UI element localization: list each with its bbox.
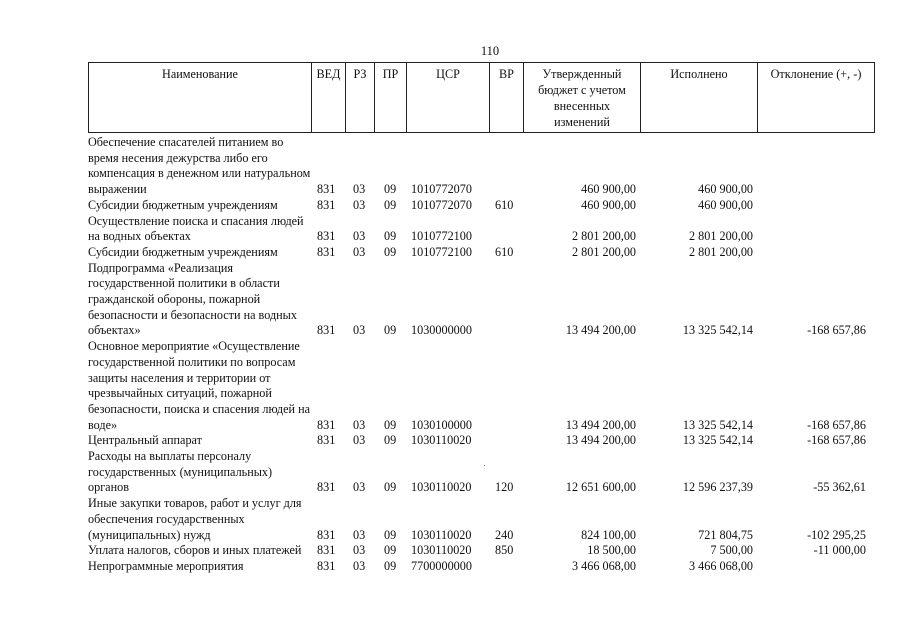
row-deviation: -55 362,61 (813, 480, 866, 495)
row-pr: 09 (384, 197, 397, 212)
table-row (88, 496, 878, 543)
row-rz: 03 (353, 527, 366, 542)
table-row (88, 433, 878, 449)
row-rz: 03 (353, 558, 366, 573)
scan-speck (484, 465, 485, 466)
row-ved: 831 (317, 558, 336, 573)
row-executed: 721 804,75 (698, 527, 753, 542)
row-name: Осуществление поиска и спасания людей на водных объектах (88, 213, 304, 244)
row-name: Иные закупки товаров, работ и услуг для обеспечения государственных (муниципальных) нужд (88, 496, 302, 542)
row-vr: 120 (495, 480, 514, 495)
header-rz: РЗ (346, 63, 375, 133)
row-csr: 1010772070 (411, 182, 472, 197)
table-body (88, 135, 878, 575)
row-ved: 831 (317, 527, 336, 542)
table-row (88, 135, 878, 198)
row-name: Субсидии бюджетным учреждениям (88, 244, 278, 259)
header-pr: ПР (375, 63, 407, 133)
table-row (88, 559, 878, 575)
header-name: Наименование (89, 63, 312, 133)
row-rz: 03 (353, 417, 366, 432)
row-pr: 09 (384, 229, 397, 244)
row-name: Субсидии бюджетным учреждениям (88, 197, 278, 212)
row-pr: 09 (384, 182, 397, 197)
row-ved: 831 (317, 543, 336, 558)
row-rz: 03 (353, 433, 366, 448)
row-name: Центральный аппарат (88, 433, 202, 448)
row-name: Основное мероприятие «Осуществление государственной политики по вопросам защиты населения и территории от чрезвычайных ситуаций, пожарной безопасности, поиска и спасения людей на воде» (88, 339, 311, 432)
row-vr: 850 (495, 543, 514, 558)
row-csr: 7700000000 (411, 558, 472, 573)
row-budget: 2 801 200,00 (572, 244, 636, 259)
table-row (88, 261, 878, 340)
header-budget: Утвержденный бюджет с учетом внесенных изменений (524, 63, 641, 133)
row-ved: 831 (317, 480, 336, 495)
row-rz: 03 (353, 244, 366, 259)
table-row (88, 339, 878, 433)
row-rz: 03 (353, 323, 366, 338)
row-ved: 831 (317, 323, 336, 338)
row-deviation: -168 657,86 (807, 433, 866, 448)
row-pr: 09 (384, 480, 397, 495)
row-rz: 03 (353, 229, 366, 244)
row-rz: 03 (353, 197, 366, 212)
row-executed: 13 325 542,14 (682, 433, 753, 448)
row-csr: 1030110020 (411, 527, 472, 542)
row-csr: 1010772100 (411, 229, 472, 244)
row-csr: 1030000000 (411, 323, 472, 338)
row-deviation: -11 000,00 (813, 543, 866, 558)
row-name: Расходы на выплаты персоналу государственных (муниципальных) органов (88, 449, 273, 495)
header-ved: ВЕД (312, 63, 346, 133)
row-vr: 610 (495, 244, 514, 259)
row-executed: 2 801 200,00 (689, 244, 753, 259)
row-budget: 460 900,00 (581, 197, 636, 212)
row-pr: 09 (384, 558, 397, 573)
row-vr: 610 (495, 197, 514, 212)
row-budget: 13 494 200,00 (565, 323, 636, 338)
header-csr: ЦСР (407, 63, 490, 133)
row-executed: 12 596 237,39 (682, 480, 753, 495)
header-executed: Исполнено (641, 63, 758, 133)
row-pr: 09 (384, 527, 397, 542)
row-name: Обеспечение спасателей питанием во время несения дежурства либо его компенсация в денежном или натуральном выражении (88, 135, 311, 197)
row-budget: 18 500,00 (587, 543, 636, 558)
row-ved: 831 (317, 417, 336, 432)
row-executed: 3 466 068,00 (689, 558, 753, 573)
row-csr: 1010772070 (411, 197, 472, 212)
table-row (88, 214, 878, 245)
row-budget: 2 801 200,00 (572, 229, 636, 244)
row-budget: 460 900,00 (581, 182, 636, 197)
row-ved: 831 (317, 182, 336, 197)
row-budget: 12 651 600,00 (565, 480, 636, 495)
row-vr: 240 (495, 527, 514, 542)
row-name: Уплата налогов, сборов и иных платежей (88, 543, 302, 558)
row-pr: 09 (384, 244, 397, 259)
row-executed: 13 325 542,14 (682, 323, 753, 338)
row-rz: 03 (353, 543, 366, 558)
row-ved: 831 (317, 433, 336, 448)
row-ved: 831 (317, 229, 336, 244)
row-deviation: -168 657,86 (807, 323, 866, 338)
row-budget: 13 494 200,00 (565, 433, 636, 448)
table-row (88, 245, 878, 261)
table-header (88, 62, 875, 133)
row-csr: 1010772100 (411, 244, 472, 259)
page-number: 110 (480, 44, 500, 58)
row-executed: 460 900,00 (698, 197, 753, 212)
row-pr: 09 (384, 433, 397, 448)
row-pr: 09 (384, 417, 397, 432)
row-executed: 2 801 200,00 (689, 229, 753, 244)
row-csr: 1030100000 (411, 417, 472, 432)
row-csr: 1030110020 (411, 480, 472, 495)
row-executed: 7 500,00 (710, 543, 753, 558)
table-row (88, 449, 878, 496)
row-deviation: -102 295,25 (807, 527, 866, 542)
header-deviation: Отклонение (+, -) (758, 63, 875, 133)
row-name: Непрограммные мероприятия (88, 558, 244, 573)
row-ved: 831 (317, 244, 336, 259)
row-rz: 03 (353, 182, 366, 197)
row-deviation: -168 657,86 (807, 417, 866, 432)
row-pr: 09 (384, 543, 397, 558)
row-executed: 13 325 542,14 (682, 417, 753, 432)
row-csr: 1030110020 (411, 433, 472, 448)
table-row (88, 198, 878, 214)
row-ved: 831 (317, 197, 336, 212)
row-csr: 1030110020 (411, 543, 472, 558)
header-vr: ВР (490, 63, 524, 133)
row-pr: 09 (384, 323, 397, 338)
row-budget: 13 494 200,00 (565, 417, 636, 432)
table-row (88, 543, 878, 559)
row-executed: 460 900,00 (698, 182, 753, 197)
row-name: Подпрограмма «Реализация государственной политики в области гражданской обороны, пожарной безопасности и безопасности на водных объектах» (88, 260, 297, 338)
row-budget: 3 466 068,00 (572, 558, 636, 573)
row-rz: 03 (353, 480, 366, 495)
row-budget: 824 100,00 (581, 527, 636, 542)
